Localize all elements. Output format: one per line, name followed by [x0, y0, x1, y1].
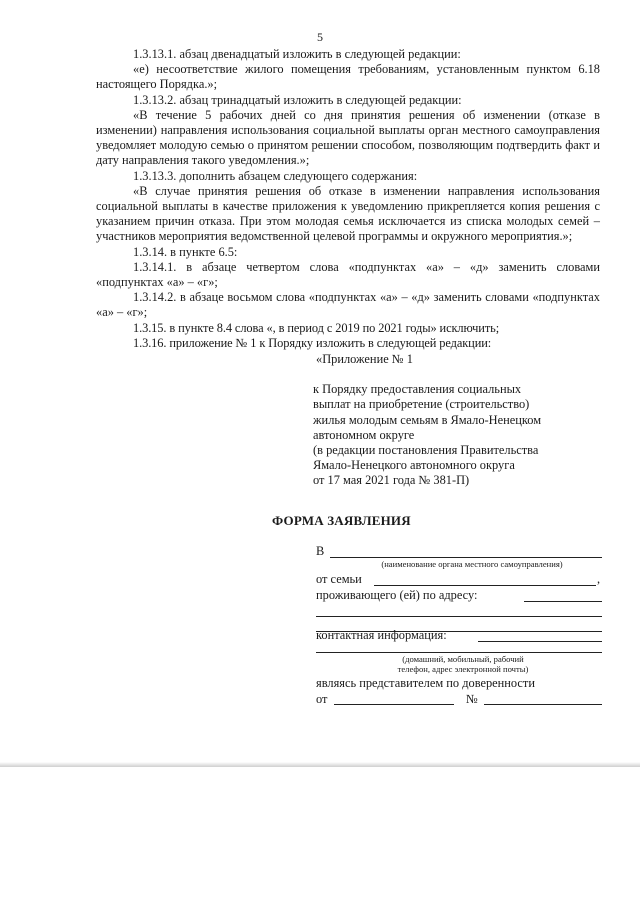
- appendix-line: Ямало-Ненецкого автономного округа: [313, 458, 515, 473]
- paragraph: 1.3.13.2. абзац тринадцатый изложить в следующей редакции:: [133, 92, 462, 107]
- comma: ,: [597, 572, 601, 586]
- paragraph: 1.3.14.2. в абзаце восьмом слова «подпунктах «а» – «д» заменить словами «подпунктах «а» – «г»;: [96, 290, 600, 320]
- family-name-line[interactable]: [374, 585, 596, 586]
- paragraph: 1.3.14. в пункте 6.5:: [133, 244, 238, 259]
- page-number: 5: [317, 30, 323, 44]
- authority-name-line[interactable]: [330, 557, 602, 558]
- to-label: В: [316, 544, 325, 558]
- form-title: ФОРМА ЗАЯВЛЕНИЯ: [272, 513, 411, 528]
- contact-line-2[interactable]: [316, 652, 602, 653]
- page-edge: [0, 762, 640, 767]
- appendix-line: к Порядку предоставления социальных: [313, 382, 522, 397]
- appendix-line: от 17 мая 2021 года № 381-П): [313, 473, 470, 488]
- appendix-title: «Приложение № 1: [316, 352, 413, 366]
- appendix-line: (в редакции постановления Правительства: [313, 443, 539, 458]
- paragraph: 1.3.14.1. в абзаце четвертом слова «подпунктах «а» – «д» заменить словами «подпунктах «а» – «г»;: [96, 259, 600, 290]
- address-line-2[interactable]: [316, 616, 602, 617]
- contact-line-1[interactable]: [478, 641, 602, 642]
- contact-caption-2: телефон, адрес электронной почты): [397, 664, 529, 674]
- number-label: №: [466, 692, 478, 706]
- authority-caption: (наименование органа местного самоуправления): [381, 559, 563, 569]
- paragraph: «В случае принятия решения об отказе в изменении направления использования социальной выплаты в качестве приложения к уведомлению прикрепляется копия решения с указанием причин отказа. При этом молодая семья исключается из списка молодых семей – участников мероприятия ведомственной целевой программы и окружного мероприятия.»;: [96, 183, 600, 244]
- address-label: проживающего (ей) по адресу:: [316, 588, 478, 602]
- paragraph: 1.3.15. в пункте 8.4 слова «, в период с 2019 по 2021 годы» исключить;: [133, 320, 500, 335]
- contact-label: контактная информация:: [316, 628, 447, 642]
- power-of-attorney-number-line[interactable]: [484, 704, 602, 705]
- appendix-header: [313, 352, 603, 489]
- from-family-label: от семьи: [316, 572, 362, 586]
- paragraph: «В течение 5 рабочих дней со дня принятия решения об изменении (отказе в изменении) направления использования социальной выплаты орган местного самоуправления уведомляет молодую семью о принятом решении способом, позволяющим подтвердить факт и дату направления такого уведомления.»;: [96, 107, 600, 168]
- date-label: от: [316, 692, 328, 706]
- paragraph: 1.3.13.3. дополнить абзацем следующего содержания:: [133, 168, 418, 183]
- appendix-line: жилья молодым семьям в Ямало-Ненецком: [313, 412, 542, 427]
- amendment-text: [96, 47, 600, 351]
- power-of-attorney-date-line[interactable]: [334, 704, 454, 705]
- contact-caption-1: (домашний, мобильный, рабочий: [402, 654, 524, 664]
- representative-label: являясь представителем по доверенности: [316, 676, 535, 690]
- paragraph: 1.3.16. приложение № 1 к Порядку изложить в следующей редакции:: [133, 335, 492, 350]
- appendix-line: автономном округе: [313, 427, 415, 442]
- paragraph: «е) несоответствие жилого помещения требованиям, установленным пунктом 6.18 настоящего Порядка.»;: [96, 62, 600, 92]
- paragraph: 1.3.13.1. абзац двенадцатый изложить в следующей редакции:: [133, 47, 461, 61]
- address-line-1[interactable]: [524, 601, 602, 602]
- appendix-line: выплат на приобретение (строительство): [313, 397, 530, 412]
